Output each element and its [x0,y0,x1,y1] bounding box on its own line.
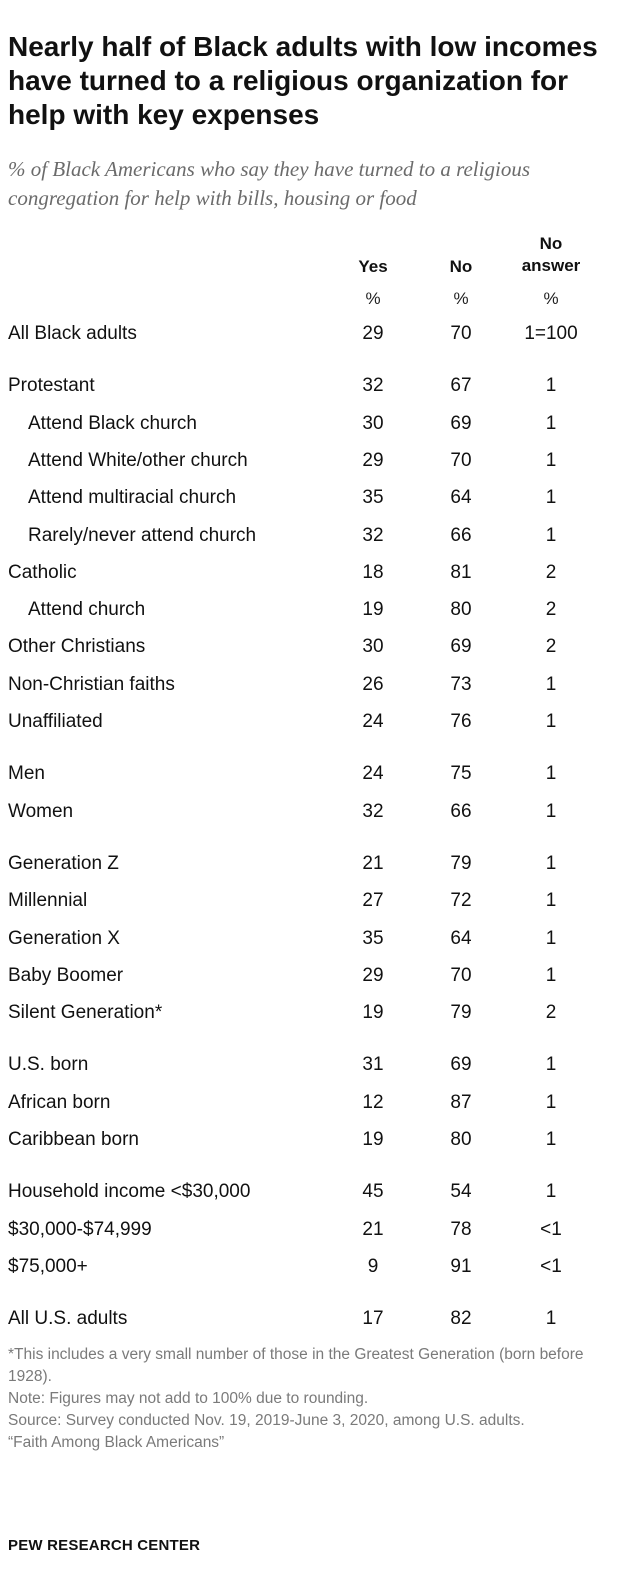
cell-no: 78 [450,1218,472,1240]
report-title-text: “Faith Among Black Americans” [8,1434,225,1451]
cell-yes: 29 [362,964,384,986]
column-header-no-answer-line2: answer [521,256,581,275]
cell-no-answer: 1 [545,1181,557,1203]
cell-no: 79 [450,852,472,874]
cell-yes: 26 [362,673,384,695]
cell-yes: 17 [362,1308,384,1330]
cell-no-answer: <1 [540,1218,562,1240]
cell-no-answer: 1 [545,763,557,785]
row-label: Rarely/never attend church [28,524,257,546]
cell-yes: 24 [362,711,384,732]
cell-no-answer: 1=100 [524,323,578,344]
table-row [0,1090,620,1116]
cell-no-answer: 1 [545,1054,557,1076]
cell-no: 80 [450,1129,472,1150]
cell-yes: 32 [362,524,384,546]
row-label: Millennial [8,890,88,912]
cell-yes: 45 [362,1181,384,1203]
cell-yes: 18 [362,561,384,583]
table-row [0,597,620,623]
chart-subtitle: % of Black Americans who say they have turned to a religious congregation for help with bills, housing or food [8,157,530,210]
row-label: Men [8,763,45,785]
cell-yes: 12 [362,1091,384,1113]
cell-yes: 32 [362,800,384,822]
cell-no-answer: 1 [545,800,557,822]
cell-yes: 19 [362,1002,384,1024]
row-label: Other Christians [8,636,146,658]
cell-yes: 19 [362,1129,384,1150]
cell-no-answer: 1 [545,890,557,912]
table-row [0,1000,620,1026]
cell-no-answer: 1 [545,1129,557,1150]
cell-no: 79 [450,1002,472,1024]
cell-no-answer: 2 [545,599,557,621]
cell-no-answer: 2 [545,1002,557,1024]
column-unit-no-answer: % [543,289,559,308]
cell-no-answer: 1 [545,449,557,471]
table-row [0,1127,620,1153]
cell-yes: 32 [362,375,384,397]
cell-yes: 31 [362,1054,384,1076]
table-row [0,523,620,549]
cell-no-answer: 1 [545,711,557,732]
cell-no: 69 [450,1054,472,1076]
cell-no: 76 [450,711,472,732]
cell-yes: 30 [362,412,384,434]
table-row [0,799,620,825]
row-label: Attend White/other church [28,449,248,471]
table-row [0,761,620,787]
cell-no: 70 [450,323,472,344]
row-label: Caribbean born [8,1129,139,1150]
row-label: Protestant [8,375,95,397]
cell-no: 80 [450,599,472,621]
row-label: Catholic [8,561,77,583]
note-text: Note: Figures may not add to 100% due to rounding. [8,1390,369,1407]
table-row [0,1306,620,1332]
cell-no-answer: 1 [545,927,557,949]
column-header-no: No [449,257,473,276]
row-label: Non-Christian faiths [8,673,175,695]
cell-no-answer: 1 [545,1308,557,1330]
table-row [0,634,620,660]
cell-no-answer: 1 [545,412,557,434]
cell-no: 66 [450,800,472,822]
row-label: $30,000-$74,999 [8,1218,152,1240]
cell-no: 70 [450,964,472,986]
cell-no: 87 [450,1091,472,1113]
cell-no: 82 [450,1308,472,1330]
cell-no-answer: <1 [540,1255,562,1277]
row-label: Generation X [8,927,120,949]
cell-no: 72 [450,890,472,912]
cell-no: 70 [450,449,472,471]
cell-no: 54 [450,1181,472,1203]
table-row [0,373,620,399]
column-header-no-answer-line1: No [539,234,563,253]
table-row [0,963,620,989]
cell-yes: 27 [362,890,384,912]
row-label: Silent Generation* [8,1002,163,1024]
cell-no: 81 [450,561,472,583]
organization-name: PEW RESEARCH CENTER [8,1537,201,1554]
chart-notes [8,1344,598,1454]
footnote-text: *This includes a very small number of those in the Greatest Generation (born before 1928). [8,1346,584,1385]
row-label: Generation Z [8,852,119,874]
cell-yes: 35 [362,487,384,509]
cell-yes: 24 [362,763,384,785]
cell-yes: 19 [362,599,384,621]
table-row [0,709,620,735]
row-label: Attend Black church [28,412,197,434]
row-label: Household income <$30,000 [8,1181,251,1203]
cell-no-answer: 2 [545,561,557,583]
cell-no-answer: 1 [545,524,557,546]
cell-no-answer: 1 [545,673,557,695]
cell-no: 66 [450,524,472,546]
chart-title: Nearly half of Black adults with low incomes have turned to a religious organization for help with key expenses [8,31,598,130]
table-row [0,888,620,914]
cell-no-answer: 1 [545,375,557,397]
cell-no: 67 [450,375,472,397]
cell-yes: 21 [362,852,384,874]
cell-no-answer: 1 [545,964,557,986]
row-label: All Black adults [8,323,137,344]
table-row [0,321,620,347]
row-label: Women [8,800,74,822]
row-label: African born [8,1091,111,1113]
table-row [0,411,620,437]
row-label: Baby Boomer [8,964,124,986]
row-label: Attend church [28,599,146,621]
cell-no: 91 [450,1255,472,1277]
row-label: $75,000+ [8,1255,88,1277]
cell-no: 73 [450,673,472,695]
cell-no: 69 [450,412,472,434]
cell-yes: 35 [362,927,384,949]
table-row [0,672,620,698]
cell-no: 64 [450,487,472,509]
cell-no: 69 [450,636,472,658]
table-row [0,560,620,586]
source-text: Source: Survey conducted Nov. 19, 2019-June 3, 2020, among U.S. adults. [8,1412,525,1429]
cell-yes: 9 [367,1255,379,1277]
table-row [0,1217,620,1243]
row-label: Attend multiracial church [28,487,237,509]
table-row [0,1254,620,1280]
column-unit-no: % [453,289,469,308]
cell-yes: 21 [362,1218,384,1240]
column-header-yes: Yes [358,257,388,276]
table-row [0,851,620,877]
cell-no: 75 [450,763,472,785]
cell-no-answer: 1 [545,1091,557,1113]
table-row [0,1052,620,1078]
cell-no-answer: 1 [545,852,557,874]
cell-yes: 30 [362,636,384,658]
cell-yes: 29 [362,449,384,471]
cell-yes: 29 [362,323,384,344]
cell-no-answer: 2 [545,636,557,658]
row-label: Unaffiliated [8,711,103,732]
cell-no-answer: 1 [545,487,557,509]
table-row [0,1179,620,1205]
table-row [0,485,620,511]
column-unit-yes: % [365,289,381,308]
row-label: U.S. born [8,1054,89,1076]
table-row [0,926,620,952]
cell-no: 64 [450,927,472,949]
row-label: All U.S. adults [8,1308,128,1330]
table-row [0,448,620,474]
